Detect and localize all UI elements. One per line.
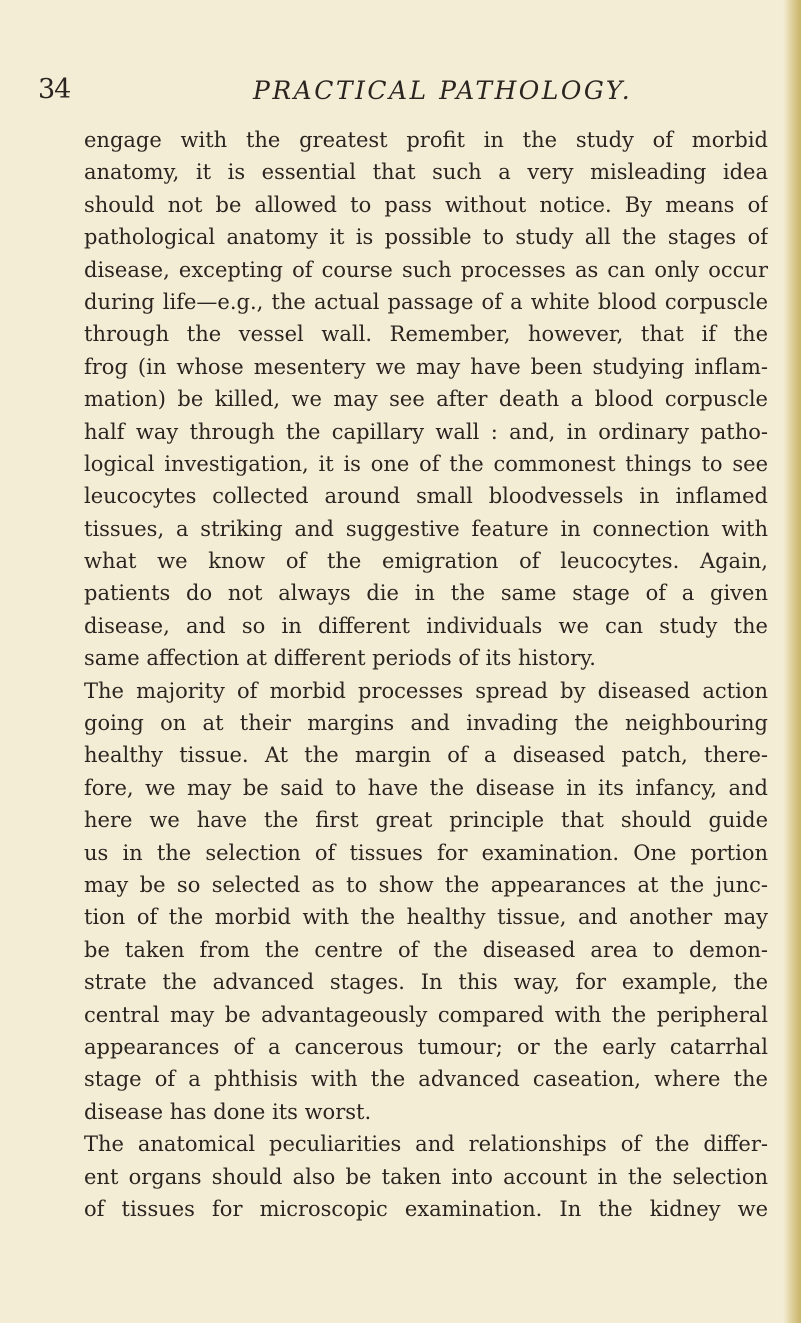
text-line: during life—e.g., the actual passage of a white blood corpuscle bbox=[84, 289, 768, 314]
text-line: The anatomical peculiarities and relationships of the differ- bbox=[84, 1132, 768, 1157]
text-line: what we know of the emigration of leucocytes. Again, bbox=[84, 549, 768, 574]
text-line: mation) be killed, we may see after death a blood corpuscle bbox=[84, 387, 768, 412]
text-line: tion of the morbid with the healthy tissue, and another may bbox=[84, 905, 768, 930]
text-line: disease, and so in different individuals we can study the bbox=[84, 613, 768, 638]
text-line: logical investigation, it is one of the commonest things to see bbox=[84, 451, 768, 476]
text-line: The majority of morbid processes spread by diseased action bbox=[84, 678, 768, 703]
text-line: engage with the greatest profit in the study of morbid bbox=[84, 128, 768, 152]
text-line: going on at their margins and invading the neighbouring bbox=[84, 711, 768, 736]
text-line: leucocytes collected around small bloodvessels in inflamed bbox=[84, 484, 768, 509]
running-title: PRACTICAL PATHOLOGY. bbox=[253, 76, 633, 105]
text-line: should not be allowed to pass without notice. By means of bbox=[84, 192, 768, 217]
text-line: tissues, a striking and suggestive feature in connection with bbox=[84, 516, 768, 541]
text-line: through the vessel wall. Remember, however, that if the bbox=[84, 322, 768, 347]
text-line: of tissues for microscopic examination. In the kidney we bbox=[84, 1196, 768, 1221]
text-line: may be so selected as to show the appearances at the junc- bbox=[84, 872, 768, 897]
text-line: stage of a phthisis with the advanced caseation, where the bbox=[84, 1067, 768, 1092]
text-line: appearances of a cancerous tumour; or the early catarrhal bbox=[84, 1034, 768, 1059]
text-line: disease has done its worst. bbox=[84, 1099, 372, 1124]
text-line: strate the advanced stages. In this way, for example, the bbox=[84, 970, 768, 995]
page-number: 34 bbox=[38, 74, 71, 105]
text-line: healthy tissue. At the margin of a diseased patch, there- bbox=[84, 743, 768, 768]
text-line: us in the selection of tissues for examination. One portion bbox=[84, 840, 768, 865]
text-line: central may be advantageously compared with the peripheral bbox=[84, 1002, 768, 1027]
text-line: be taken from the centre of the diseased area to demon- bbox=[84, 937, 768, 962]
text-line: here we have the first great principle that should guide bbox=[84, 808, 768, 833]
text-line: fore, we may be said to have the disease in its infancy, and bbox=[84, 775, 768, 800]
text-line: frog (in whose mesentery we may have been studying inflam- bbox=[84, 354, 768, 379]
text-line: disease, excepting of course such processes as can only occur bbox=[84, 257, 768, 282]
text-line: ent organs should also be taken into account in the selection bbox=[84, 1164, 768, 1189]
text-line: same affection at different periods of its history. bbox=[84, 646, 596, 671]
body-text bbox=[84, 124, 768, 1225]
text-line: half way through the capillary wall : and, in ordinary patho- bbox=[84, 419, 768, 444]
text-line: patients do not always die in the same stage of a given bbox=[84, 581, 768, 606]
page-edge-shadow bbox=[783, 0, 801, 1323]
text-line: pathological anatomy it is possible to study all the stages of bbox=[84, 225, 768, 250]
text-line: anatomy, it is essential that such a very misleading idea bbox=[84, 160, 768, 185]
page-header bbox=[38, 70, 758, 114]
